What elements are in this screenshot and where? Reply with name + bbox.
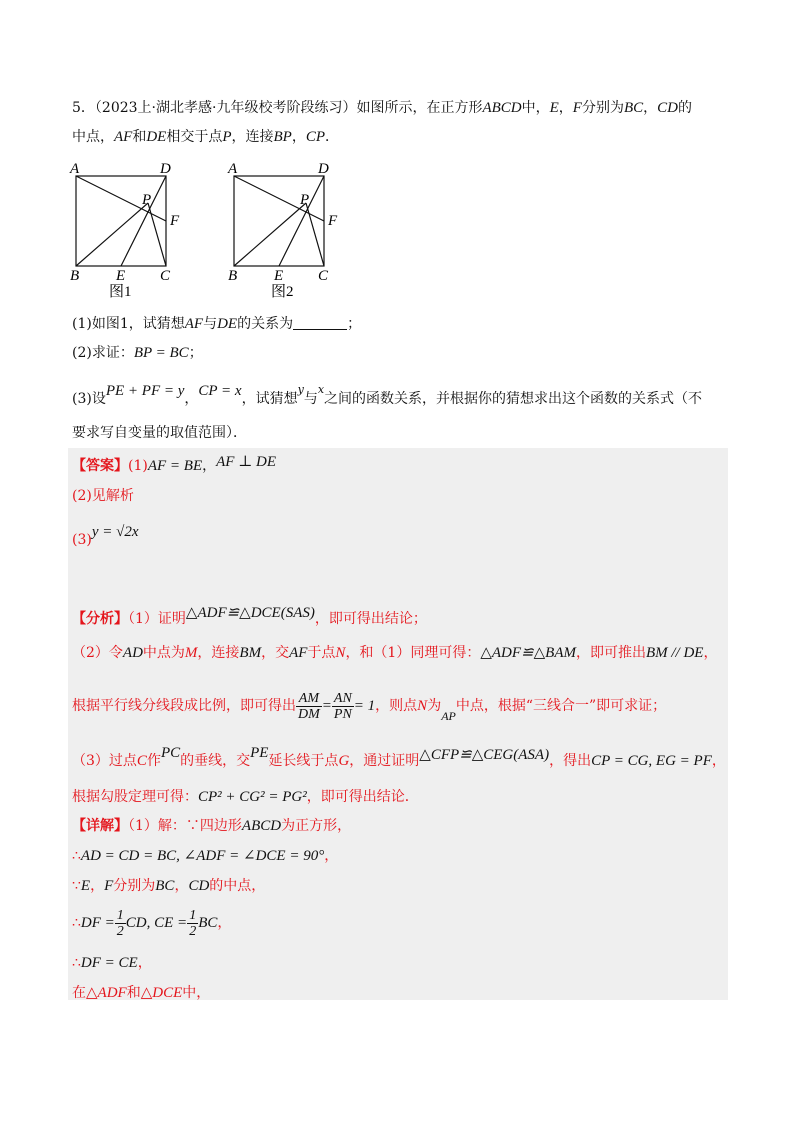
detail-tag: 【详解】: [72, 818, 128, 834]
detail-line-6: [72, 983, 210, 1003]
question-2: [72, 343, 203, 363]
math: DE: [146, 129, 167, 145]
analysis-tag: 【分析】: [72, 611, 128, 627]
label-a: A: [228, 161, 238, 177]
fraction: [115, 908, 126, 939]
d-text: 为正方形，: [281, 818, 352, 834]
an-text: 根据勾股定理可得：: [72, 789, 198, 805]
an-text: 中点，根据“三线合一”即可求证；: [455, 698, 667, 714]
math: M: [184, 645, 198, 661]
fraction: [332, 691, 354, 722]
label-p: P: [142, 192, 152, 208]
math: △CFP≌△CEG(ASA): [419, 747, 550, 763]
math: E: [80, 878, 91, 894]
frac-den: 2: [116, 923, 124, 939]
detail-line-4: [72, 903, 231, 943]
q-text: (1)如图1，试猜想: [72, 316, 185, 332]
math: G: [338, 753, 350, 769]
label-c: C: [160, 268, 171, 284]
label-e: E: [116, 268, 126, 284]
an-text: 为: [427, 698, 442, 714]
math: ABCD: [482, 100, 522, 116]
math: AF: [289, 645, 308, 661]
d-text: 在: [72, 985, 86, 1001]
math: BP: [273, 129, 292, 145]
math: AF = BE: [147, 458, 203, 474]
figure-1: [66, 158, 186, 302]
math: AP: [441, 709, 456, 723]
an-text: ，和（1）同理可得：: [345, 645, 481, 661]
an-text: ，: [711, 753, 726, 769]
an-text: ，则点: [375, 698, 418, 714]
stem-text: 中，: [521, 100, 550, 116]
detail-line-2: [72, 846, 338, 866]
label-d: D: [160, 161, 171, 177]
stem-text: 和: [132, 129, 147, 145]
q-text: ；: [188, 345, 203, 361]
q-text: (2)求证：: [72, 345, 134, 361]
an-text: （3）过点: [72, 753, 137, 769]
an-text: （2）令: [72, 645, 123, 661]
stem-text: ，: [291, 129, 306, 145]
label-c: C: [318, 268, 329, 284]
math: CD: [657, 100, 678, 116]
math: N: [335, 645, 346, 661]
d-text: ，: [90, 878, 105, 894]
math: BC: [623, 100, 644, 116]
d-text: ∵: [72, 878, 81, 894]
math: =: [321, 698, 332, 714]
d-text: （1）解：∵四边形: [128, 818, 242, 834]
q-text: ，试猜想: [241, 391, 298, 407]
math: △DCE: [140, 985, 183, 1001]
math: y: [297, 383, 304, 396]
an-text: 于点: [307, 645, 336, 661]
problem-number: 5．: [72, 100, 95, 116]
frac-den: 2: [189, 923, 197, 939]
label-b: B: [70, 268, 80, 284]
an-text: ，连接: [197, 645, 240, 661]
d-text: 中，: [182, 985, 211, 1001]
fraction: [296, 691, 322, 722]
stem-text: 如图所示，在正方形: [356, 100, 483, 116]
an-text: ，得出: [549, 753, 592, 769]
frac-num: AM: [296, 691, 322, 707]
q-text: 要求写自变量的取值范围）．: [72, 425, 247, 441]
analysis-line-4: [72, 743, 726, 771]
stem-text: 的: [677, 100, 692, 116]
stem-text: ，: [558, 100, 573, 116]
label-f: F: [328, 213, 338, 229]
d-text: 分别为: [113, 878, 156, 894]
math: BC: [155, 878, 175, 894]
d-text: ∴: [72, 915, 81, 931]
math: BM // DE: [645, 645, 704, 661]
math: DF = CE: [80, 955, 138, 971]
math: BC: [198, 915, 218, 931]
d-text: ，: [324, 848, 339, 864]
stem-text: 中点，: [72, 129, 114, 145]
math: ABCD: [241, 818, 282, 834]
q-text: ；: [347, 316, 362, 332]
math: △ADF≌△DCE(SAS): [185, 605, 315, 621]
math: PE: [250, 745, 269, 761]
math: PC: [160, 745, 181, 761]
question-1: [72, 314, 361, 334]
d-text: 和: [126, 985, 141, 1001]
answer-blank: [293, 315, 347, 330]
an-text: ，交: [261, 645, 290, 661]
question-3: [72, 380, 702, 409]
an-text: 延长线于点: [268, 753, 339, 769]
an-text: ，即可得出结论．: [306, 789, 419, 805]
q-text: 与: [303, 391, 318, 407]
label-b: B: [228, 268, 238, 284]
a-text: (3): [72, 532, 92, 548]
math: CD: [188, 878, 210, 894]
math: DF =: [80, 915, 115, 931]
question-3-cont: [72, 423, 247, 443]
frac-den: DM: [298, 706, 320, 722]
math: y = √2x: [91, 524, 139, 540]
an-text: ，通过证明: [349, 753, 420, 769]
math: BM: [239, 645, 262, 661]
frac-num: 1: [116, 907, 124, 923]
a-text: (2)见解析: [72, 488, 134, 504]
an-text: ，即可推出: [575, 645, 646, 661]
math: PE + PF = y: [105, 383, 185, 399]
q-text: ，: [184, 391, 199, 407]
math: P: [222, 129, 232, 145]
math: x: [317, 383, 325, 396]
q-text: 之间的函数关系，并根据你的猜想求出这个函数的关系式（不: [324, 391, 703, 407]
label-p: P: [300, 192, 310, 208]
answer-line-3: [72, 522, 139, 550]
math: N: [417, 698, 428, 714]
analysis-line-2: [72, 643, 717, 663]
stem-text: ，: [643, 100, 658, 116]
a-text: ，: [202, 458, 217, 474]
d-text: ∴: [72, 848, 81, 864]
math: BP = BC: [133, 345, 189, 361]
detail-line-1: [72, 816, 351, 836]
answer-line-1: [72, 452, 276, 476]
math: AF: [114, 129, 133, 145]
math: CP² + CG² = PG²: [198, 789, 307, 805]
analysis-line-1: [72, 603, 427, 629]
problem-line-2: [72, 127, 339, 147]
problem-source: （2023上·湖北孝感·九年级校考阶段练习）: [94, 100, 357, 116]
stem-text: ，连接: [231, 129, 274, 145]
stem-text: 相交于点: [166, 129, 223, 145]
d-text: 的中点，: [209, 878, 266, 894]
stem-text: ．: [325, 129, 339, 145]
d-text: ，: [174, 878, 189, 894]
math: AF ⊥ DE: [216, 454, 277, 470]
math: AD = CD = BC, ∠ADF = ∠DCE = 90°: [80, 848, 325, 864]
figure-2: [224, 158, 344, 302]
detail-line-3: [72, 876, 265, 896]
analysis-line-5: [72, 787, 419, 807]
answer-tag: 【答案】: [72, 458, 128, 474]
an-text: 中点为: [142, 645, 185, 661]
figure-1-caption: 图1: [109, 284, 132, 300]
math: E: [549, 100, 559, 116]
frac-num: 1: [189, 907, 197, 923]
math: = 1: [353, 698, 376, 714]
label-f: F: [170, 213, 180, 229]
math: △ADF: [86, 985, 127, 1001]
math: F: [104, 878, 114, 894]
math: F: [572, 100, 582, 116]
an-text: ，: [703, 645, 718, 661]
math: C: [136, 753, 147, 769]
d-text: ，: [217, 915, 232, 931]
an-text: 作: [146, 753, 161, 769]
label-d: D: [318, 161, 329, 177]
an-text: ，即可得出结论；: [314, 611, 427, 627]
an-text: 根据平行线分线段成比例，即可得出: [72, 698, 296, 714]
detail-line-5: [72, 953, 152, 973]
math: CD, CE =: [125, 915, 188, 931]
an-text: （1）证明: [128, 611, 186, 627]
an-text: 的垂线，交: [180, 753, 251, 769]
q-text: 的关系为: [237, 316, 294, 332]
label-e: E: [274, 268, 284, 284]
math: AD: [122, 645, 143, 661]
label-a: A: [70, 161, 80, 177]
math: AF: [184, 316, 204, 332]
problem-line-1: [72, 98, 692, 118]
q-text: (3)设: [72, 391, 106, 407]
analysis-line-3: [72, 686, 666, 726]
figure-2-caption: 图2: [271, 284, 294, 300]
d-text: ∴: [72, 955, 81, 971]
stem-text: 分别为: [581, 100, 624, 116]
math: CP = CG, EG = PF: [591, 753, 712, 769]
frac-den: PN: [333, 706, 352, 722]
math: DE: [217, 316, 238, 332]
d-text: ，: [137, 955, 152, 971]
math: △ADF≌△BAM: [480, 645, 576, 661]
math: CP: [305, 129, 325, 145]
fraction: [187, 908, 198, 939]
math: CP = x: [198, 383, 242, 399]
frac-num: AN: [333, 690, 352, 706]
a-text: (1): [128, 458, 148, 474]
q-text: 与: [203, 316, 218, 332]
answer-line-2: [72, 486, 134, 506]
